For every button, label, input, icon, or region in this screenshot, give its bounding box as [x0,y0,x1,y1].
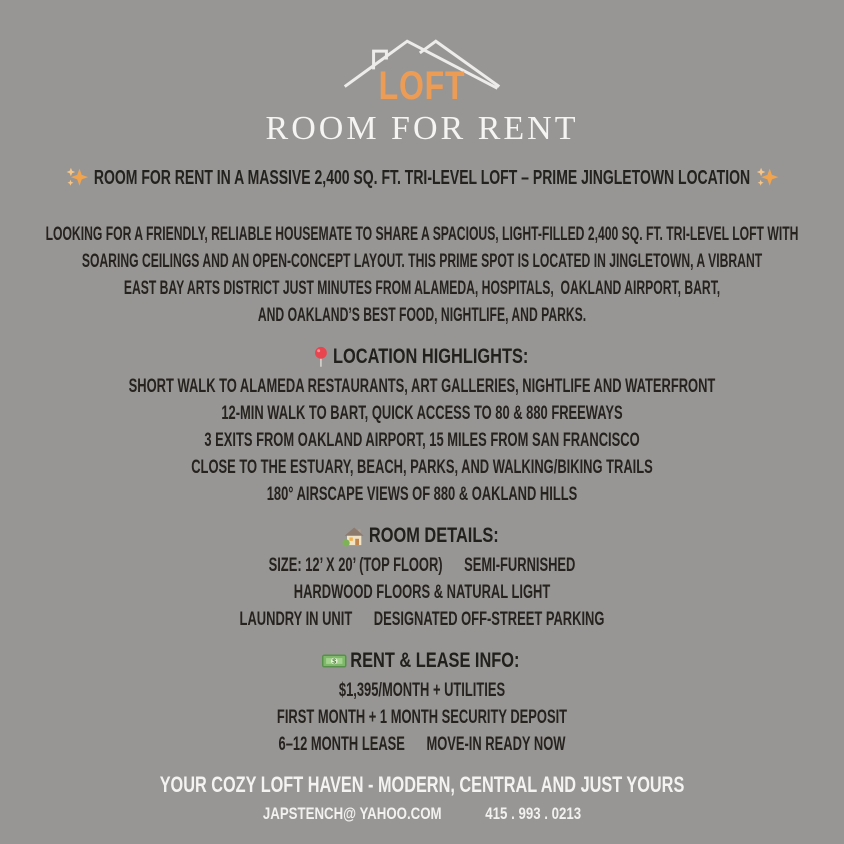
list-item: $1,395/MONTH + UTILITIES [338,680,506,701]
sparkles-icon [755,166,779,190]
contact-row [0,803,844,825]
list-item: CLOSE TO THE ESTUARY, BEACH, PARKS, AND WALKING/BIKING TRAILS [191,457,653,478]
list-item: LAUNDRY IN UNIT DESIGNATED OFF-STREET PARKING [239,609,605,630]
section-title: LOCATION HIGHLIGHTS: [333,345,529,368]
list-item: 6–12 MONTH LEASE MOVE-IN READY NOW [278,734,566,755]
sparkles-icon [65,166,89,190]
money-icon [322,652,347,670]
list-item: 3 EXITS FROM OAKLAND AIRPORT, 15 MILES FROM SAN FRANCISCO [204,430,640,451]
house-icon [342,526,365,547]
section-rent-lease-info [0,648,844,758]
list-item: 12-MIN WALK TO BART, QUICK ACCESS TO 80 & 880 FREEWAYS [221,403,623,424]
list-item: HARDWOOD FLOORS & NATURAL LIGHT [293,582,551,603]
footer-tagline: YOUR COZY LOFT HAVEN - MODERN, CENTRAL AND JUST YOURS [159,772,685,797]
rent-lease-list [0,677,844,758]
location-highlights-header [315,344,528,370]
footer [0,772,844,825]
svg-text:$: $ [332,656,337,666]
contact-email: JAPSTENCH@ YAHOO.COM [262,804,442,823]
list-item: FIRST MONTH + 1 MONTH SECURITY DEPOSIT [276,707,568,728]
section-location-highlights [0,344,844,508]
list-item: SIZE: 12’ X 20’ (TOP FLOOR) SEMI-FURNISHED [268,555,576,576]
intro-line: LOOKING FOR A FRIENDLY, RELIABLE HOUSEMATE TO SHARE A SPACIOUS, LIGHT-FILLED 2,400 SQ. FT. TRI-LEVEL LOFT WITH [45,224,799,245]
intro-line: EAST BAY ARTS DISTRICT JUST MINUTES FROM ALAMEDA, HOSPITALS, OAKLAND AIRPORT, BART, [123,278,721,299]
section-title: ROOM DETAILS: [369,524,500,547]
list-item: 180° AIRSCAPE VIEWS OF 880 & OAKLAND HILLS [266,484,578,505]
contact-phone: 415 . 993 . 0213 [485,804,582,823]
list-item: SHORT WALK TO ALAMEDA RESTAURANTS, ART GALLERIES, NIGHTLIFE AND WATERFRONT [128,376,716,397]
pushpin-icon [314,346,329,369]
brand-name: LOFT [378,64,466,108]
room-details-list [0,552,844,633]
section-title: RENT & LEASE INFO: [350,649,520,672]
rent-lease-header [324,648,519,674]
page-title: ROOM FOR RENT [265,110,579,147]
intro-line: AND OAKLAND’S BEST FOOD, NIGHTLIFE, AND PARKS. [257,305,587,326]
loft-logo [0,30,844,107]
headline [0,165,844,191]
room-details-header [345,523,499,549]
headline-text: ROOM FOR RENT IN A MASSIVE 2,400 SQ. FT. TRI-LEVEL LOFT – PRIME JINGLETOWN LOCATION [93,167,751,189]
section-room-details [0,523,844,633]
intro-line: SOARING CEILINGS AND AN OPEN-CONCEPT LAYOUT. THIS PRIME SPOT IS LOCATED IN JINGLETOWN, A VIBRANT [81,251,763,272]
location-highlights-list [0,373,844,508]
intro-paragraph [0,221,844,329]
